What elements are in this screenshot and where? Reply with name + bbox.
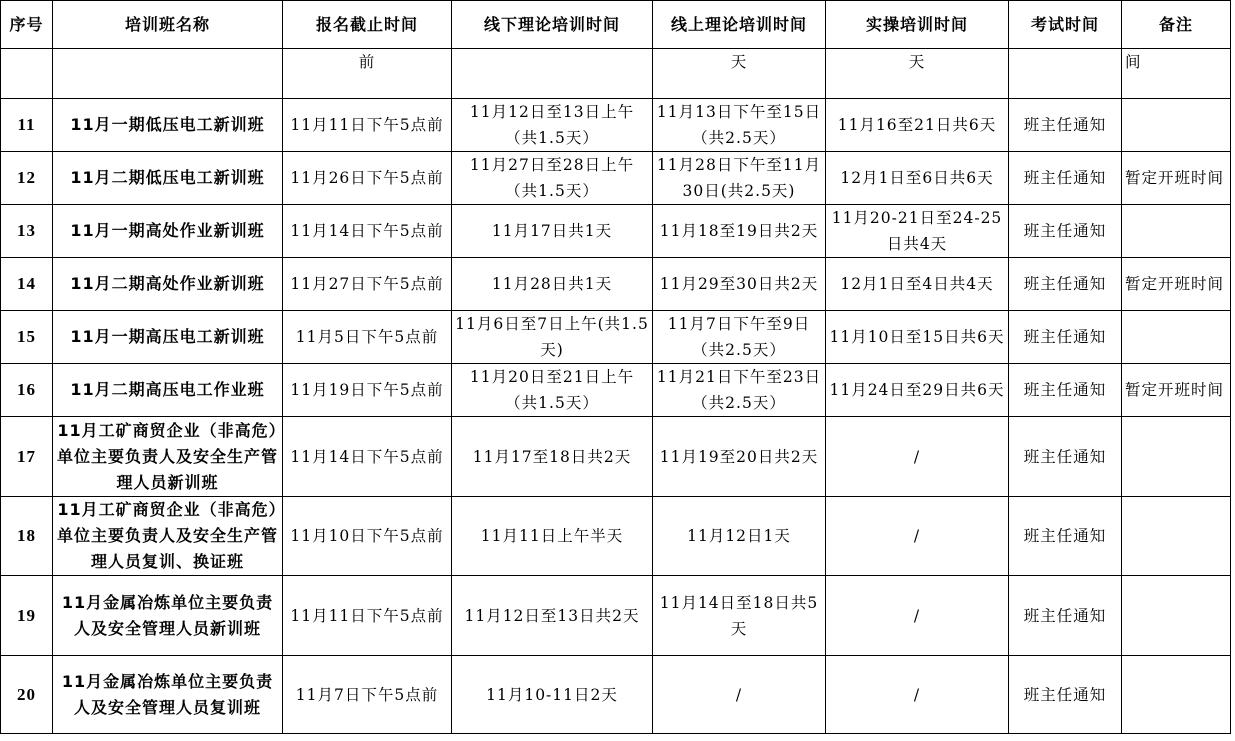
cell-deadline: 11月14日下午5点前: [283, 205, 452, 258]
cell-name: 11月二期高压电工作业班: [53, 364, 283, 417]
cell-deadline: 11月11日下午5点前: [283, 99, 452, 152]
cell-deadline: 11月26日下午5点前: [283, 152, 452, 205]
cell-name: 11月金属冶炼单位主要负责人及安全管理人员复训班: [53, 656, 283, 734]
header-seq: 序号: [1, 1, 53, 49]
cell-practice: /: [826, 656, 1009, 734]
cell-note: 间: [1122, 49, 1231, 99]
cell-exam: 班主任通知: [1009, 311, 1122, 364]
cell-online: 11月7日下午至9日（共2.5天）: [653, 311, 826, 364]
cell-offline: 11月10-11日2天: [452, 656, 653, 734]
cell-offline: 11月17至18日共2天: [452, 417, 653, 497]
cell-online: 11月18至19日共2天: [653, 205, 826, 258]
cell-exam: 班主任通知: [1009, 258, 1122, 311]
table-row: [1, 656, 1231, 734]
cell-seq: 11: [1, 99, 53, 152]
header-practice: 实操培训时间: [826, 1, 1009, 49]
cell-note: [1122, 576, 1231, 656]
table-row: [1, 311, 1231, 364]
header-note: 备注: [1122, 1, 1231, 49]
table-row: [1, 258, 1231, 311]
cell-note: [1122, 311, 1231, 364]
cell-exam: 班主任通知: [1009, 576, 1122, 656]
cell-practice: 天: [826, 49, 1009, 99]
cell-practice: 11月24日至29日共6天: [826, 364, 1009, 417]
cell-online: 11月21日下午至23日（共2.5天）: [653, 364, 826, 417]
cell-practice: 11月20-21日至24-25日共4天: [826, 205, 1009, 258]
table-row: [1, 417, 1231, 497]
cell-deadline: 11月14日下午5点前: [283, 417, 452, 497]
cell-seq: 19: [1, 576, 53, 656]
cell-name: 11月二期高处作业新训班: [53, 258, 283, 311]
table-row: [1, 497, 1231, 576]
cell-name: 11月一期高处作业新训班: [53, 205, 283, 258]
continuation-row: [1, 49, 1231, 99]
cell-seq: 15: [1, 311, 53, 364]
cell-offline: [452, 49, 653, 99]
cell-practice: 11月16至21日共6天: [826, 99, 1009, 152]
cell-name: 11月工矿商贸企业（非高危）单位主要负责人及安全生产管理人员复训、换证班: [53, 497, 283, 576]
cell-name: 11月工矿商贸企业（非高危）单位主要负责人及安全生产管理人员新训班: [53, 417, 283, 497]
cell-note: [1122, 497, 1231, 576]
cell-name: 11月一期高压电工新训班: [53, 311, 283, 364]
cell-deadline: 11月5日下午5点前: [283, 311, 452, 364]
cell-note: 暂定开班时间: [1122, 258, 1231, 311]
table-row: [1, 99, 1231, 152]
cell-note: [1122, 205, 1231, 258]
cell-exam: 班主任通知: [1009, 99, 1122, 152]
header-row: [1, 1, 1231, 49]
header-offline: 线下理论培训时间: [452, 1, 653, 49]
cell-exam: 班主任通知: [1009, 364, 1122, 417]
cell-online: /: [653, 656, 826, 734]
cell-practice: /: [826, 576, 1009, 656]
cell-practice: 12月1日至4日共4天: [826, 258, 1009, 311]
cell-online: 11月13日下午至15日（共2.5天）: [653, 99, 826, 152]
cell-offline: 11月12日至13日上午（共1.5天）: [452, 99, 653, 152]
cell-online: 11月19至20日共2天: [653, 417, 826, 497]
cell-seq: 17: [1, 417, 53, 497]
cell-offline: 11月6日至7日上午(共1.5天): [452, 311, 653, 364]
cell-online: 11月14日至18日共5天: [653, 576, 826, 656]
cell-seq: 14: [1, 258, 53, 311]
cell-note: [1122, 99, 1231, 152]
cell-online: 天: [653, 49, 826, 99]
cell-offline: 11月12日至13日共2天: [452, 576, 653, 656]
table-row: [1, 576, 1231, 656]
table-row: [1, 152, 1231, 205]
cell-exam: 班主任通知: [1009, 656, 1122, 734]
cell-seq: 12: [1, 152, 53, 205]
cell-deadline: 11月10日下午5点前: [283, 497, 452, 576]
cell-online: 11月28日下午至11月30日(共2.5天): [653, 152, 826, 205]
cell-online: 11月29至30日共2天: [653, 258, 826, 311]
cell-practice: /: [826, 417, 1009, 497]
cell-seq: 18: [1, 497, 53, 576]
table-row: [1, 364, 1231, 417]
cell-exam: 班主任通知: [1009, 497, 1122, 576]
cell-practice: /: [826, 497, 1009, 576]
cell-offline: 11月11日上午半天: [452, 497, 653, 576]
cell-exam: 班主任通知: [1009, 417, 1122, 497]
cell-name: 11月一期低压电工新训班: [53, 99, 283, 152]
cell-practice: 12月1日至6日共6天: [826, 152, 1009, 205]
cell-seq: 13: [1, 205, 53, 258]
cell-note: 暂定开班时间: [1122, 364, 1231, 417]
cell-online: 11月12日1天: [653, 497, 826, 576]
header-online: 线上理论培训时间: [653, 1, 826, 49]
cell-exam: 班主任通知: [1009, 205, 1122, 258]
cell-deadline: 11月7日下午5点前: [283, 656, 452, 734]
header-exam: 考试时间: [1009, 1, 1122, 49]
cell-name: 11月二期低压电工新训班: [53, 152, 283, 205]
cell-deadline: 前: [283, 49, 452, 99]
cell-seq: 20: [1, 656, 53, 734]
cell-offline: 11月28日共1天: [452, 258, 653, 311]
cell-seq: [1, 49, 53, 99]
cell-offline: 11月17日共1天: [452, 205, 653, 258]
header-deadline: 报名截止时间: [283, 1, 452, 49]
cell-exam: [1009, 49, 1122, 99]
cell-note: 暂定开班时间: [1122, 152, 1231, 205]
cell-name: [53, 49, 283, 99]
cell-note: [1122, 656, 1231, 734]
cell-deadline: 11月11日下午5点前: [283, 576, 452, 656]
cell-name: 11月金属冶炼单位主要负责人及安全管理人员新训班: [53, 576, 283, 656]
table-row: [1, 205, 1231, 258]
cell-offline: 11月20日至21日上午（共1.5天）: [452, 364, 653, 417]
cell-practice: 11月10日至15日共6天: [826, 311, 1009, 364]
cell-exam: 班主任通知: [1009, 152, 1122, 205]
cell-seq: 16: [1, 364, 53, 417]
cell-note: [1122, 417, 1231, 497]
cell-deadline: 11月27日下午5点前: [283, 258, 452, 311]
cell-deadline: 11月19日下午5点前: [283, 364, 452, 417]
header-name: 培训班名称: [53, 1, 283, 49]
cell-offline: 11月27日至28日上午（共1.5天）: [452, 152, 653, 205]
